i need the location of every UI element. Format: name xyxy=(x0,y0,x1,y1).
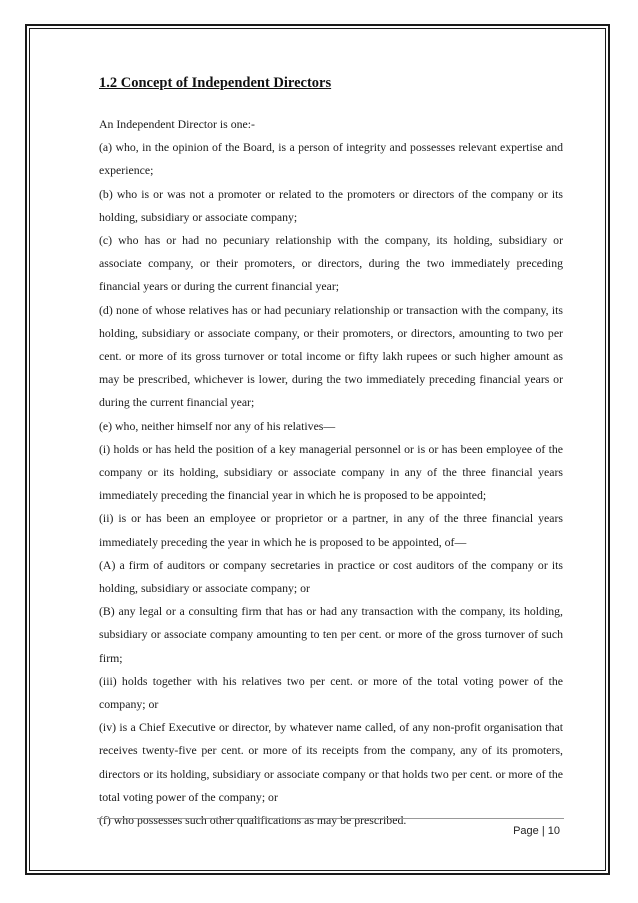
clause-e-ii: (ii) is or has been an employee or proprietor or a partner, in any of the three financial years immediately preceding the year in which he is proposed to be appointed, of— xyxy=(99,511,563,549)
clause-e-i: (i) holds or has held the position of a key managerial personnel or is or has been employee of the company or its holding, subsidiary or associate company in any of the three financial years immediately preceding the financial year in which he is proposed to be appointed; xyxy=(99,441,563,503)
clause-e-iii: (iii) holds together with his relatives two per cent. or more of the total voting power of the company; or xyxy=(99,673,563,712)
page-number: Page | 10 xyxy=(513,825,560,837)
clause-b: (b) who is or was not a promoter or related to the promoters or directors of the company or its holding, subsidiary or associate company; xyxy=(99,186,563,224)
clause-c: (c) who has or had no pecuniary relationship with the company, its holding, subsidiary or associate company, or their promoters, or directors, during the two immediately preceding financial years or during the current financial year; xyxy=(99,233,563,294)
clause-e-ii-b: (B) any legal or a consulting firm that has or had any transaction with the company, its holding, subsidiary or associate company amounting to ten per cent. or more of the gross turnover of such firm; xyxy=(99,604,563,665)
clause-e-ii-a: (A) a firm of auditors or company secretaries in practice or cost auditors of the company or its holding, subsidiary or associate company; or xyxy=(99,557,563,596)
footer-divider xyxy=(97,818,564,819)
clause-f: (f) who possesses such other qualifications as may be prescribed. xyxy=(99,813,407,828)
section-heading: 1.2 Concept of Independent Directors xyxy=(99,75,332,91)
clause-e: (e) who, neither himself nor any of his relatives— xyxy=(99,418,336,433)
paragraph-intro: An Independent Director is one:- xyxy=(99,117,255,131)
clause-e-iv: (iv) is a Chief Executive or director, by whatever name called, of any non-profit organisation that receives twenty-five per cent. or more of its receipts from the company, any of its promoters, directors or its holding, subsidiary or associate company or that holds two per cent. or more of the total voting power of the company; or xyxy=(99,720,563,804)
clause-a: (a) who, in the opinion of the Board, is a person of integrity and possesses relevant expertise and experience; xyxy=(99,140,563,178)
section-body xyxy=(99,113,563,832)
clause-d: (d) none of whose relatives has or had pecuniary relationship or transaction with the company, its holding, subsidiary or associate company, or their promoters, or directors, amounting to two per cent. or more of its gross turnover or total income or fifty lakh rupees or such higher amount as may be prescribed, whichever is lower, during the two immediately preceding financial years or during the current financial year; xyxy=(99,302,563,410)
